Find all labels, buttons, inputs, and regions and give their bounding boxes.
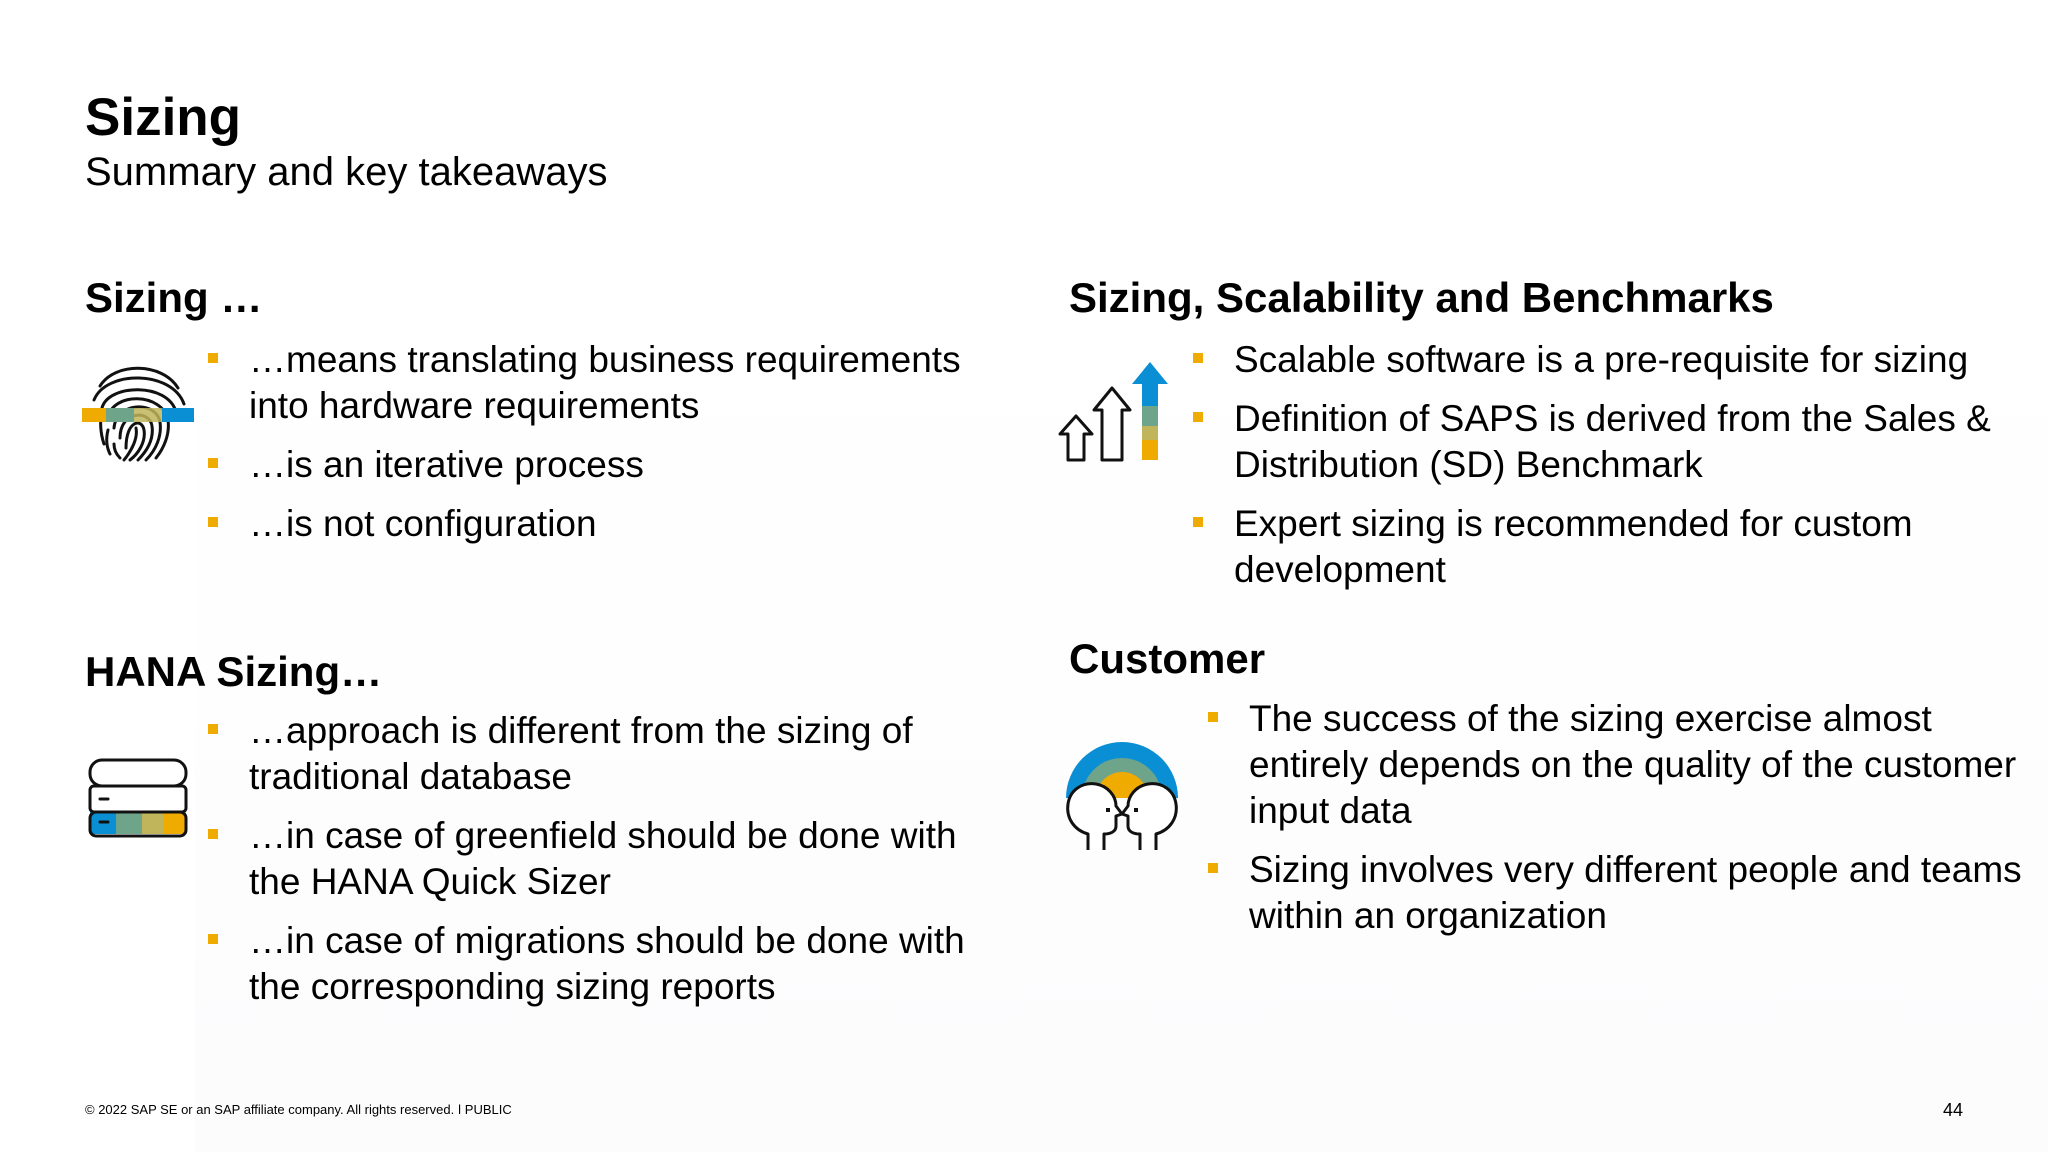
list-item: The success of the sizing exercise almost entirely depends on the quality of the customer input data (1208, 696, 2028, 834)
list-item: …means translating business requirements into hardware requirements (208, 337, 988, 429)
fingerprint-icon (80, 356, 196, 466)
bullet-marker (1208, 712, 1218, 722)
bullet-marker (1208, 863, 1218, 873)
list-item: …is not configuration (208, 501, 988, 547)
section-heading-scalability: Sizing, Scalability and Benchmarks (1069, 274, 1774, 321)
bullet-list-sizing (208, 337, 988, 560)
list-item: Expert sizing is recommended for custom development (1193, 501, 2023, 593)
bullet-marker (1193, 517, 1203, 527)
list-item: Definition of SAPS is derived from the Sales & Distribution (SD) Benchmark (1193, 396, 2023, 488)
list-item: …in case of greenfield should be done with the HANA Quick Sizer (208, 813, 988, 905)
bullet-list-hana-sizing (208, 708, 988, 1023)
people-dialogue-icon (1060, 736, 1184, 856)
bullet-list-customer (1208, 696, 2028, 952)
slide-title: Sizing (85, 88, 242, 147)
bullet-marker (208, 458, 218, 468)
bullet-marker (1193, 412, 1203, 422)
bullet-marker (208, 724, 218, 734)
bullet-marker (1193, 353, 1203, 363)
list-item: …in case of migrations should be done with the corresponding sizing reports (208, 918, 988, 1010)
list-item: …is an iterative process (208, 442, 988, 488)
list-item: …approach is different from the sizing of traditional database (208, 708, 988, 800)
section-heading-hana-sizing: HANA Sizing… (85, 648, 383, 695)
database-icon (86, 756, 190, 842)
page-number: 44 (1942, 1100, 1963, 1120)
growth-arrows-icon (1058, 358, 1168, 464)
footer-copyright: © 2022 SAP SE or an SAP affiliate company. All rights reserved. ǀ PUBLIC (85, 1102, 512, 1117)
bullet-list-scalability (1193, 337, 2023, 606)
bullet-marker (208, 353, 218, 363)
bullet-marker (208, 829, 218, 839)
bullet-marker (208, 934, 218, 944)
section-heading-sizing: Sizing … (85, 274, 263, 321)
slide-subtitle: Summary and key takeaways (85, 150, 608, 194)
list-item: Sizing involves very different people and teams within an organization (1208, 847, 2028, 939)
section-heading-customer: Customer (1069, 635, 1266, 682)
bullet-marker (208, 517, 218, 527)
list-item: Scalable software is a pre-requisite for sizing (1193, 337, 2023, 383)
